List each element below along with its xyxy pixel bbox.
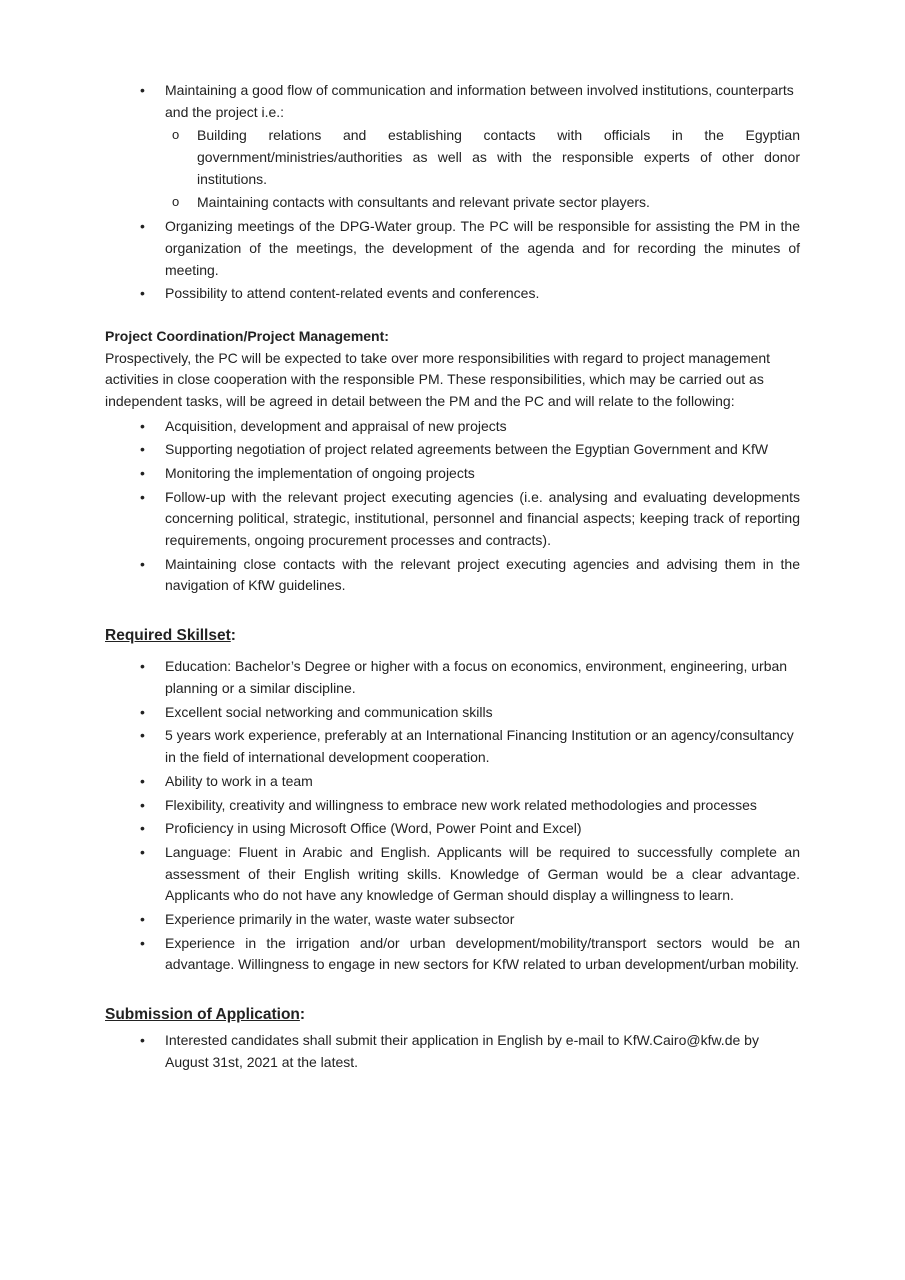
list-item [140, 439, 800, 461]
list-item-text: 5 years work experience, preferably at an International Financing Institution or an agency/consultancy in the field of international development cooperation. [165, 727, 794, 766]
bullet-icon: • [140, 441, 145, 458]
bullet-icon: • [140, 934, 145, 951]
list-item-text: Maintaining close contacts with the relevant project executing agencies and advising them in the navigation of KfW guidelines. [165, 555, 800, 594]
list-item [140, 795, 800, 817]
list-item-text: Education: Bachelor’s Degree or higher with a focus on economics, environment, engineering, urban planning or a similar discipline. [165, 658, 788, 697]
list-item [140, 656, 800, 699]
section-project-coordination [105, 326, 800, 597]
list-item [140, 1030, 800, 1073]
list-item-text: Supporting negotiation of project related agreements between the Egyptian Government and KfW [165, 441, 769, 458]
list-item-text: Monitoring the implementation of ongoing projects [165, 465, 475, 481]
list-item-text: Experience in the irrigation and/or urban development/mobility/transport sectors would be an advantage. Willingness to engage in new sectors for KfW related to urban development/urban mobility. [165, 934, 800, 973]
list-item-text: Organizing meetings of the DPG-Water group. The PC will be responsible for assisting the PM in the organization of the meetings, the development of the agenda and for recording the minutes of meeting. [165, 218, 800, 278]
list-item-text: Language: Fluent in Arabic and English. Applicants will be required to successfully complete an assessment of their English writing skills. Knowledge of German would be a clear advantage. Applicants who do not have any knowledge of German should display a willingness to learn. [165, 843, 800, 904]
sub-list-item-text: Maintaining contacts with consultants and relevant private sector players. [197, 194, 650, 211]
sub-list-item [172, 125, 800, 190]
bullet-icon: • [140, 843, 145, 860]
bullet-icon: • [140, 910, 145, 927]
list-item [140, 818, 800, 840]
coordination-list [105, 416, 800, 598]
list-item [140, 80, 800, 214]
responsibilities-list [105, 80, 800, 305]
list-item [140, 909, 800, 931]
section-heading [105, 1003, 800, 1026]
circle-bullet-icon: o [172, 127, 180, 143]
heading-text: Required Skillset [105, 627, 231, 645]
list-item-text: Possibility to attend content-related events and conferences. [165, 285, 540, 302]
list-item-text: Flexibility, creativity and willingness to embrace new work related methodologies and processes [165, 796, 757, 813]
bullet-icon: • [140, 488, 145, 505]
submission-list [105, 1030, 800, 1073]
bullet-icon: • [140, 703, 145, 720]
list-item-text: Experience primarily in the water, waste water subsector [165, 910, 515, 927]
list-item [140, 216, 800, 281]
skillset-list [105, 656, 800, 976]
sub-list [140, 125, 800, 214]
bullet-icon: • [140, 796, 145, 813]
circle-bullet-icon: o [172, 194, 180, 210]
sub-list-item [172, 192, 800, 214]
list-item-text: Proficiency in using Microsoft Office (Word, Power Point and Excel) [165, 820, 582, 837]
list-item [140, 725, 800, 768]
bullet-icon: • [140, 465, 145, 481]
bullet-icon: • [140, 772, 145, 789]
bullet-icon: • [140, 417, 145, 434]
list-item [140, 702, 800, 724]
heading-colon: : [230, 627, 236, 645]
list-item [140, 771, 800, 793]
list-item-text: Excellent social networking and communication skills [165, 703, 493, 720]
section-paragraph: Prospectively, the PC will be expected to take over more responsibilities with regard to project management activities in close cooperation with the responsible PM. These responsibilities, which may be carried out as independent tasks, will be agreed in detail between the PM and the PC and will relate to the following: [105, 349, 771, 409]
list-item [140, 487, 800, 552]
heading-text: Submission of Application [105, 1006, 300, 1023]
bullet-icon: • [140, 727, 145, 744]
list-item-text: Ability to work in a team [165, 772, 313, 789]
heading-colon: : [299, 1006, 306, 1023]
list-item [140, 463, 800, 485]
list-item [140, 933, 800, 976]
list-item [140, 842, 800, 907]
list-item-text: Acquisition, development and appraisal of new projects [165, 417, 507, 434]
list-item [140, 554, 800, 597]
section-submission [105, 1003, 800, 1074]
bullet-icon: • [140, 820, 145, 837]
list-item [140, 416, 800, 438]
bullet-icon: • [140, 285, 145, 302]
list-item-text: Follow-up with the relevant project executing agencies (i.e. analysing and evaluating developments concerning political, strategic, institutional, personnel and financial aspects; keeping track of reporting requirements, ongoing procurement processes and contracts). [165, 488, 800, 549]
list-item-text: Maintaining a good flow of communication and information between involved institutions, counterparts and the project i.e.: [165, 82, 794, 120]
section-heading [105, 624, 800, 647]
list-item [140, 283, 800, 305]
bullet-icon: • [140, 555, 145, 572]
section-responsibilities [105, 80, 800, 305]
bullet-icon: • [140, 1032, 145, 1049]
bullet-icon: • [140, 658, 145, 675]
bullet-icon: • [140, 218, 145, 235]
section-heading: Project Coordination/Project Management: [105, 327, 389, 344]
bullet-icon: • [140, 82, 145, 98]
list-item-text: Interested candidates shall submit their application in English by e-mail to KfW.Cairo@kfw.de by August 31st, 2021 at the latest. [165, 1032, 759, 1070]
sub-list-item-text: Building relations and establishing contacts with officials in the Egyptian government/ministries/authorities as well as with the responsible experts of other donor institutions. [197, 127, 800, 187]
section-required-skillset [105, 624, 800, 976]
